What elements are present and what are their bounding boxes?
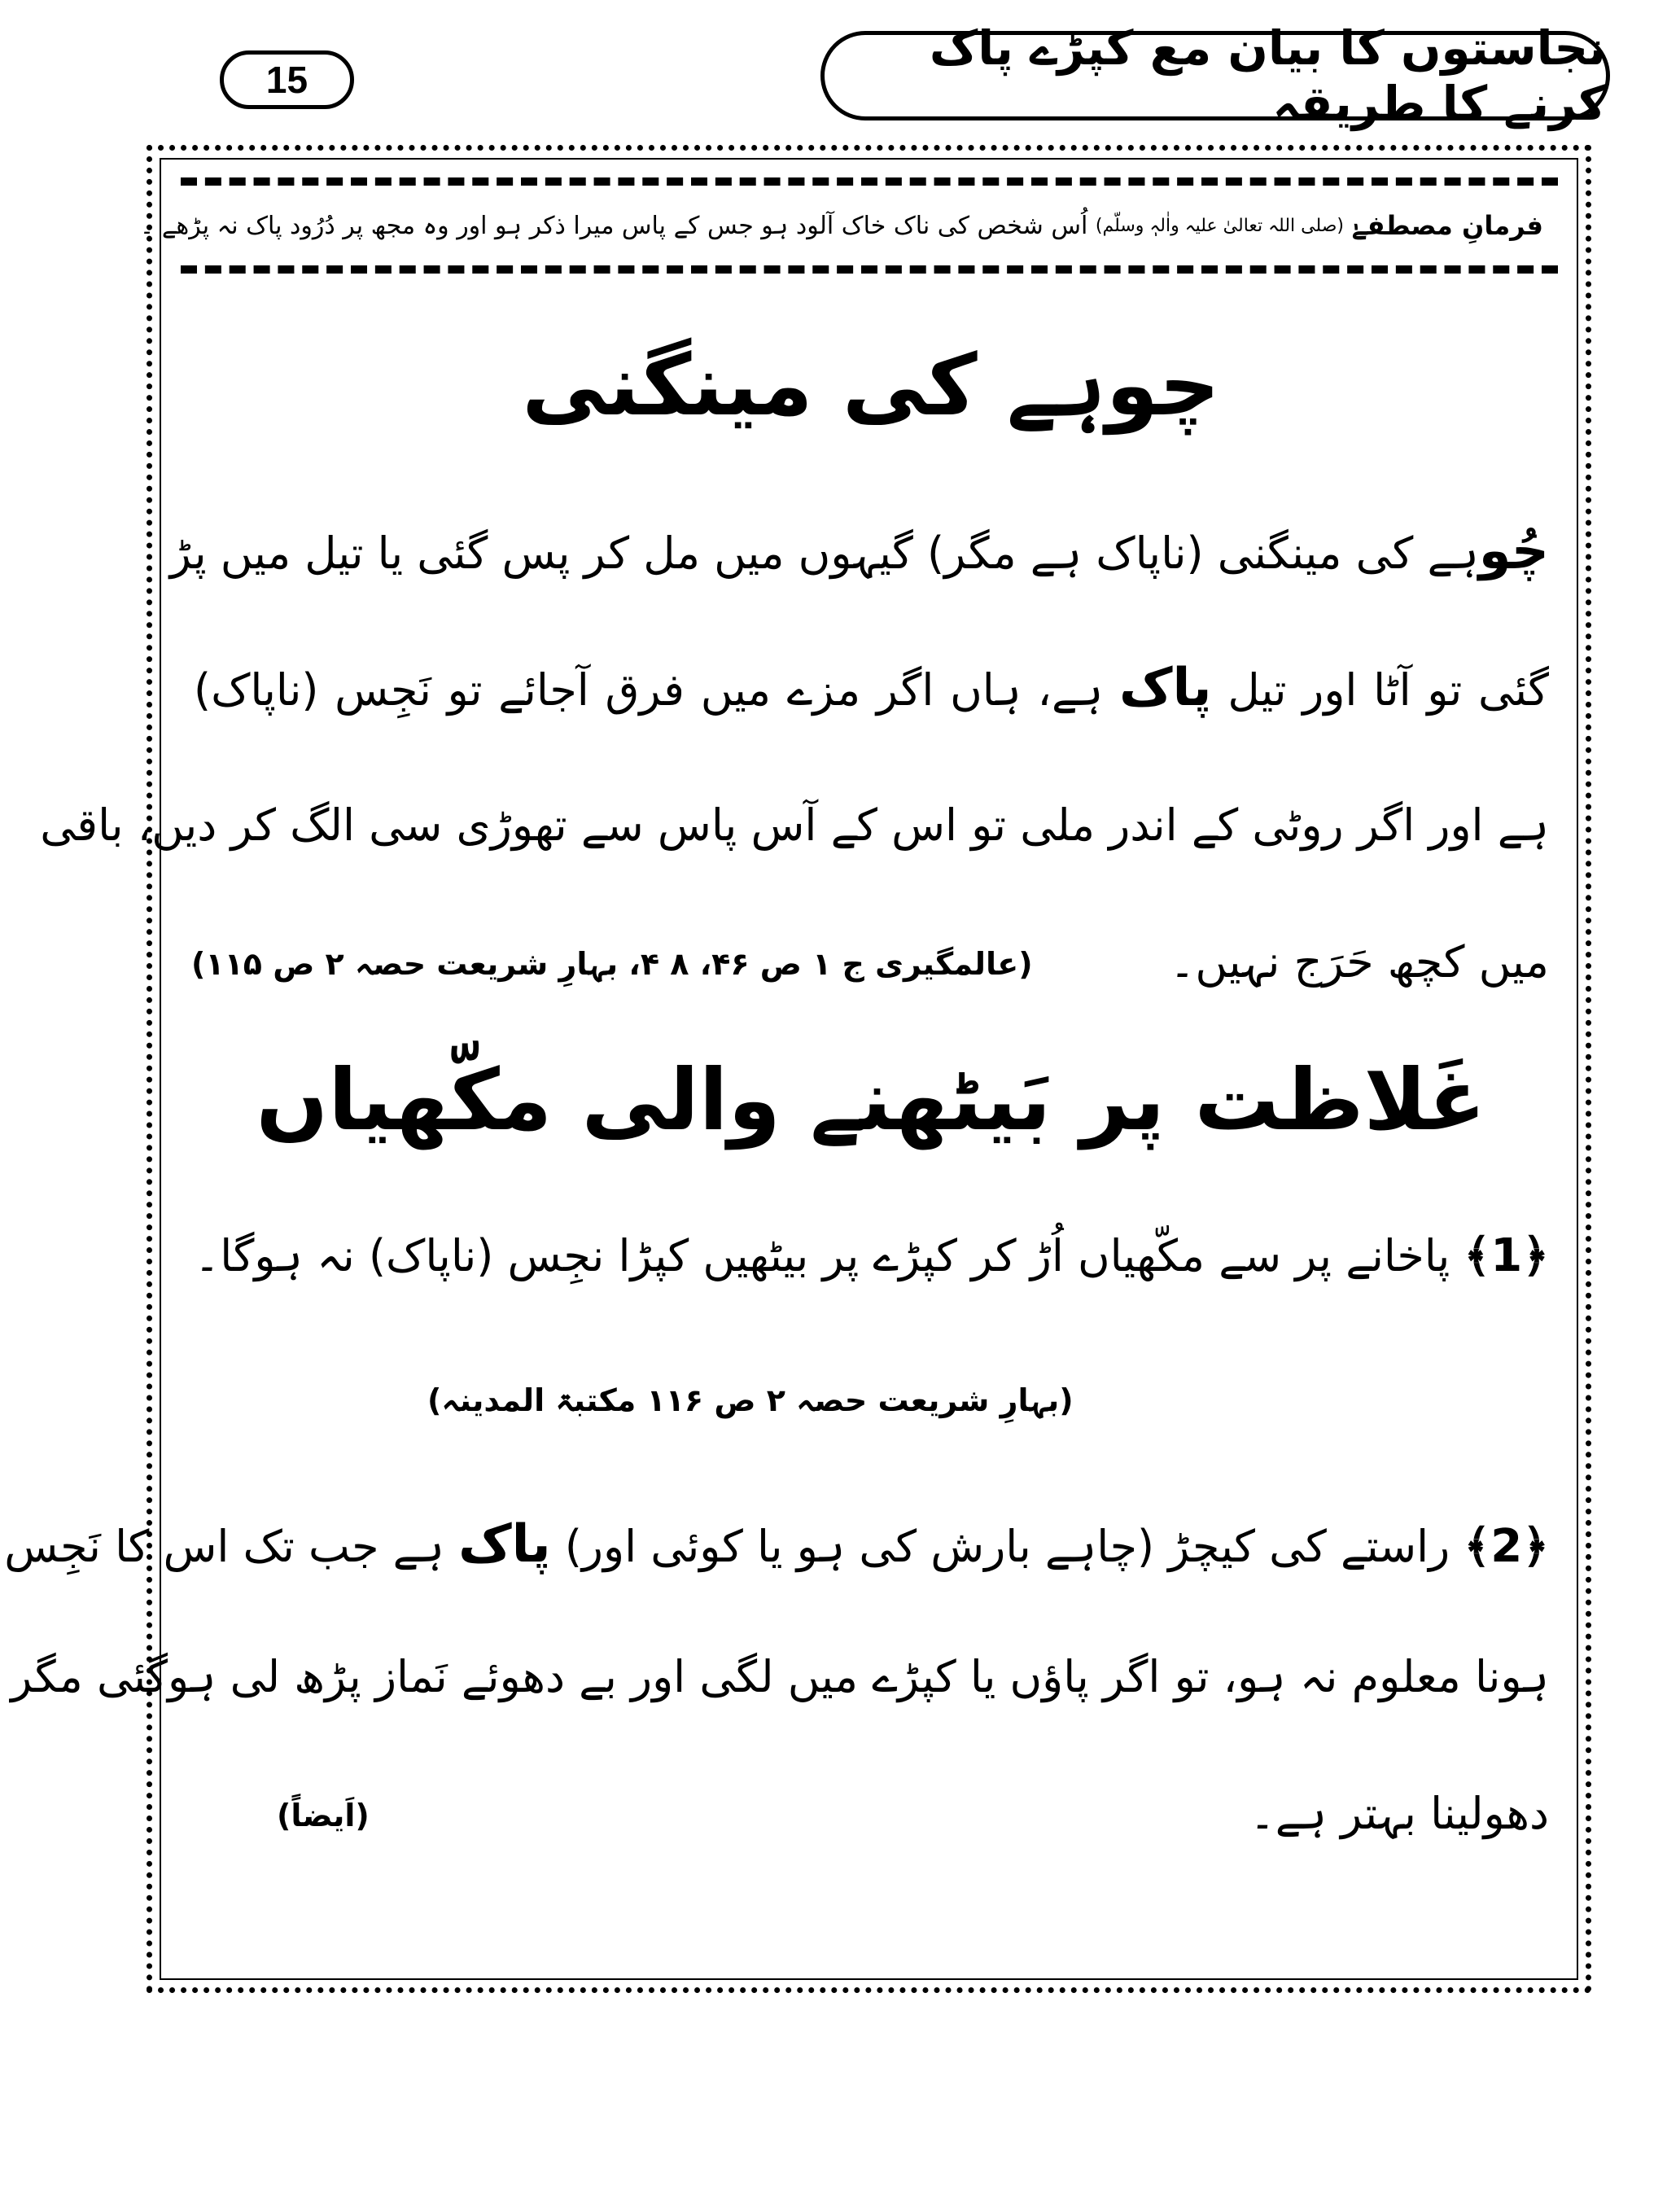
reference-citation: (اَیضاً): [277, 1798, 370, 1833]
list-item: [4, 1514, 1549, 1575]
paragraph-line: [40, 799, 1549, 851]
drop-cap: چُو: [1478, 521, 1549, 581]
item-number-marker: ﴿2﴾: [1464, 1520, 1549, 1573]
item-number-marker: ﴿1﴾: [1464, 1229, 1549, 1282]
paragraph-line: [194, 658, 1549, 718]
line-text: ہے کی مینگنی (ناپاک ہے مگر) گیہوں میں مل کر پس گئی یا تیل میں پڑ: [169, 528, 1479, 579]
item-text: پاخانے پر سے مکّھیاں اُڑ کر کپڑے پر بیٹھیں کپڑا نجِس (ناپاک) نہ ہوگا۔: [194, 1230, 1450, 1281]
page-number: 15: [220, 50, 354, 109]
item-text: راستے کی کیچڑ (چاہے بارش کی ہو یا کوئی اور): [564, 1521, 1450, 1572]
line-text: ہونا معلوم نہ ہو، تو اگر پاؤں یا کپڑے میں لگی اور بے دھوئے نَماز پڑھ لی ہوگئی مگر: [11, 1651, 1549, 1702]
paragraph-line: [11, 1651, 1549, 1702]
banner-salutation: (صلی اللہ تعالیٰ علیہ واٰلہٖ وسلّم): [1095, 215, 1345, 236]
paragraph-line: [194, 1788, 1549, 1839]
line-text: ہے اور اگر روٹی کے اندر ملی تو اس کے آس پاس سے تھوڑی سی الگ کر دیں، باقی: [40, 799, 1549, 851]
section-heading-mouse-droppings: چوہے کی مینگنی: [522, 335, 1220, 435]
banner-text: اُس شخص کی ناک خاک آلود ہو جس کے پاس میرا ذکر ہو اور وہ مجھ پر دُرُود پاک نہ پڑھے ۔: [139, 211, 1088, 240]
paragraph-line: [169, 521, 1549, 581]
reference-citation: (عالمگیری ج ۱ ص ۴۶، ۸ ۴، بہارِ شریعت حصہ ۲ ص ۱۱۵): [191, 946, 1033, 982]
book-title: نجاستوں کا بیان مع کپڑے پاک کرنے کا طریقہ: [820, 31, 1610, 120]
list-item: [194, 1229, 1549, 1282]
section-heading-flies: غَلاظت پر بَیٹھنے والی مکّھیاں: [256, 1050, 1486, 1150]
line-text: دھولینا بہتر ہے۔: [1249, 1788, 1549, 1839]
line-text: گئی تو آٹا اور تیل: [1227, 664, 1549, 716]
emphasis-word: پاک: [1118, 658, 1212, 718]
hadith-banner: [139, 177, 1558, 274]
line-text: ہے، ہاں اگر مزے میں فرق آجائے تو نَجِس (ناپاک): [194, 664, 1104, 716]
banner-label: فرمانِ مصطفےٰ: [1351, 210, 1543, 241]
item-text: ہے جب تک اس کا نَجِس: [4, 1521, 444, 1572]
reference-citation: (بہارِ شریعت حصہ ۲ ص ۱۱۶ مکتبۃ المدینہ): [427, 1382, 1074, 1418]
emphasis-word: پاک: [458, 1514, 551, 1575]
line-text: میں کچھ حَرَج نہیں۔: [1169, 936, 1549, 988]
